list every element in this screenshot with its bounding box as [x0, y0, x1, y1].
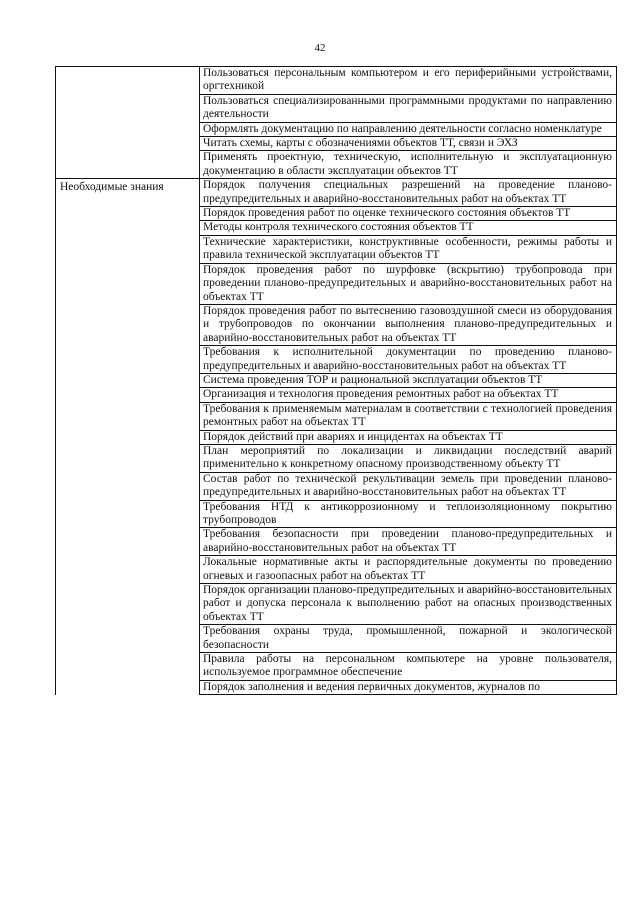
knowledge-item-cell — [200, 402, 617, 430]
knowledge-item-cell — [200, 584, 617, 625]
skills-item-cell — [200, 94, 617, 122]
table-row — [56, 584, 617, 625]
knowledge-label-cell — [56, 304, 200, 345]
skills-label-cell — [56, 151, 200, 179]
table-row — [56, 207, 617, 221]
table-row — [56, 304, 617, 345]
knowledge-item-cell — [200, 373, 617, 387]
knowledge-section-label: Необходимые знания — [60, 181, 164, 194]
skills-label-cell — [56, 94, 200, 122]
knowledge-item-cell — [200, 500, 617, 528]
knowledge-label-cell — [56, 472, 200, 500]
knowledge-label-cell — [56, 263, 200, 304]
table-row — [56, 430, 617, 444]
knowledge-label-cell — [56, 653, 200, 681]
knowledge-item-cell — [200, 179, 617, 207]
knowledge-item-text: Методы контроля технического состояния объектов ТТ — [203, 221, 474, 234]
knowledge-label-cell — [56, 430, 200, 444]
skills-item-cell — [200, 122, 617, 136]
knowledge-item-text: Порядок проведения работ по оценке технического состояния объектов ТТ — [203, 207, 571, 220]
knowledge-item-cell — [200, 556, 617, 584]
page-number: 42 — [314, 42, 326, 54]
table-row — [56, 680, 617, 694]
knowledge-item-text: Требования безопасности при проведении планово-предупредительных и аварийно-восстановительных работ на объектах ТТ — [203, 528, 612, 554]
table-row — [56, 263, 617, 304]
knowledge-item-text: Требования НТД к антикоррозионному и теплоизоляционному покрытию трубопроводов — [203, 500, 612, 526]
table-row — [56, 388, 617, 402]
table-row — [56, 137, 617, 151]
knowledge-item-cell — [200, 528, 617, 556]
knowledge-item-text: Технические характеристики, конструктивные особенности, режимы работы и правила технической эксплуатации объектов ТТ — [203, 235, 612, 262]
knowledge-item-cell — [200, 207, 617, 221]
table-body — [56, 67, 617, 695]
skills-item-cell — [200, 137, 617, 151]
skills-item-text: Применять проектную, техническую, исполнительную и эксплуатационную документацию в области эксплуатации объектов ТТ — [203, 151, 612, 177]
skills-label-cell — [56, 122, 200, 136]
requirements-table — [55, 66, 617, 695]
knowledge-item-text: Порядок получения специальных разрешений на проведение планово-предупредительных и аварийно-восстановительных работ на объектах ТТ — [203, 179, 612, 205]
knowledge-item-cell — [200, 430, 617, 444]
knowledge-item-cell — [200, 263, 617, 304]
knowledge-item-cell — [200, 653, 617, 681]
knowledge-item-cell — [200, 221, 617, 235]
knowledge-item-cell — [200, 388, 617, 402]
knowledge-item-text: Порядок проведения работ по шурфовке (вскрытию) трубопровода при проведении планово-предупредительных и аварийно-восстановительных работ на объектах ТТ — [203, 263, 612, 303]
skills-section-label — [56, 67, 199, 71]
skills-item-text: Читать схемы, карты с обозначениями объектов ТТ, связи и ЭХЗ — [203, 137, 518, 150]
table-row — [56, 179, 617, 207]
skills-label-cell — [56, 137, 200, 151]
table-row — [56, 122, 617, 136]
skills-item-text: Оформлять документацию по направлению деятельности согласно номенклатуре — [203, 122, 602, 135]
knowledge-item-text: Порядок действий при авариях и инцидентах на объектах ТТ — [203, 430, 503, 443]
knowledge-label-cell — [56, 373, 200, 387]
knowledge-label-cell — [56, 528, 200, 556]
knowledge-item-text: Система проведения ТОР и рациональной эксплуатации объектов ТТ — [203, 373, 543, 386]
knowledge-label-cell — [56, 584, 200, 625]
table-row — [56, 472, 617, 500]
knowledge-item-text: Организация и технология проведения ремонтных работ на объектах ТТ — [203, 388, 559, 401]
knowledge-item-text: Локальные нормативные акты и распорядительные документы по проведению огневых и газоопасных работ на объектах ТТ — [203, 556, 612, 582]
knowledge-item-text: Порядок проведения работ по вытеснению газовоздушной смеси из оборудования и трубопроводов по окончании выполнения планово-предупредительных и аварийно-восстановительных работ на объектах ТТ — [203, 304, 612, 344]
knowledge-label-cell — [56, 179, 200, 207]
knowledge-label-cell — [56, 556, 200, 584]
table-row — [56, 556, 617, 584]
table-row — [56, 221, 617, 235]
table-row — [56, 402, 617, 430]
skills-item-cell — [200, 67, 617, 95]
knowledge-label-cell — [56, 500, 200, 528]
knowledge-label-cell — [56, 346, 200, 374]
knowledge-label-cell — [56, 207, 200, 221]
knowledge-item-text: Требования к исполнительной документации по проведению планово-предупредительных и аварийно-восстановительных работ на объектах ТТ — [203, 346, 612, 372]
table-row — [56, 235, 617, 263]
knowledge-item-text: Требования к применяемым материалам в соответствии с технологией проведения ремонтных работ на объектах ТТ — [203, 402, 612, 429]
knowledge-label-cell — [56, 388, 200, 402]
table-row — [56, 653, 617, 681]
skills-item-text: Пользоваться специализированными программными продуктами по направлению деятельности — [203, 94, 612, 121]
knowledge-item-text: Порядок организации планово-предупредительных и аварийно-восстановительных работ и допуска персонала к выполнению работ на опасных производственных объектах ТТ — [203, 584, 612, 623]
knowledge-item-cell — [200, 625, 617, 653]
knowledge-label-cell — [56, 680, 200, 694]
skills-item-text: Пользоваться персональным компьютером и его периферийными устройствами, оргтехникой — [203, 67, 612, 93]
table-row — [56, 67, 617, 95]
knowledge-item-text: Правила работы на персональном компьютере на уровне пользователя, используемое программное обеспечение — [203, 653, 612, 679]
knowledge-label-cell — [56, 235, 200, 263]
table-row — [56, 373, 617, 387]
table-row — [56, 151, 617, 179]
table-row — [56, 500, 617, 528]
knowledge-item-text: Порядок заполнения и ведения первичных документов, журналов по — [203, 680, 540, 693]
knowledge-item-text: План мероприятий по локализации и ликвидации последствий аварий применительно к конкретному опасному производственному объекту ТТ — [203, 444, 612, 471]
table-row — [56, 444, 617, 472]
table-row — [56, 528, 617, 556]
knowledge-label-cell — [56, 444, 200, 472]
skills-label-cell — [56, 67, 200, 95]
knowledge-label-cell — [56, 221, 200, 235]
knowledge-item-cell — [200, 304, 617, 345]
knowledge-item-text: Требования охраны труда, промышленной, пожарной и экологической безопасности — [203, 625, 612, 651]
knowledge-item-cell — [200, 680, 617, 694]
knowledge-item-cell — [200, 235, 617, 263]
skills-item-cell — [200, 151, 617, 179]
knowledge-item-text: Состав работ по технической рекультивации земель при проведении планово-предупредительных и аварийно-восстановительных работ на объектах ТТ — [203, 472, 612, 499]
table-row — [56, 346, 617, 374]
knowledge-item-cell — [200, 346, 617, 374]
knowledge-item-cell — [200, 444, 617, 472]
table-row — [56, 625, 617, 653]
table-row — [56, 94, 617, 122]
knowledge-item-cell — [200, 472, 617, 500]
knowledge-label-cell — [56, 625, 200, 653]
knowledge-label-cell — [56, 402, 200, 430]
